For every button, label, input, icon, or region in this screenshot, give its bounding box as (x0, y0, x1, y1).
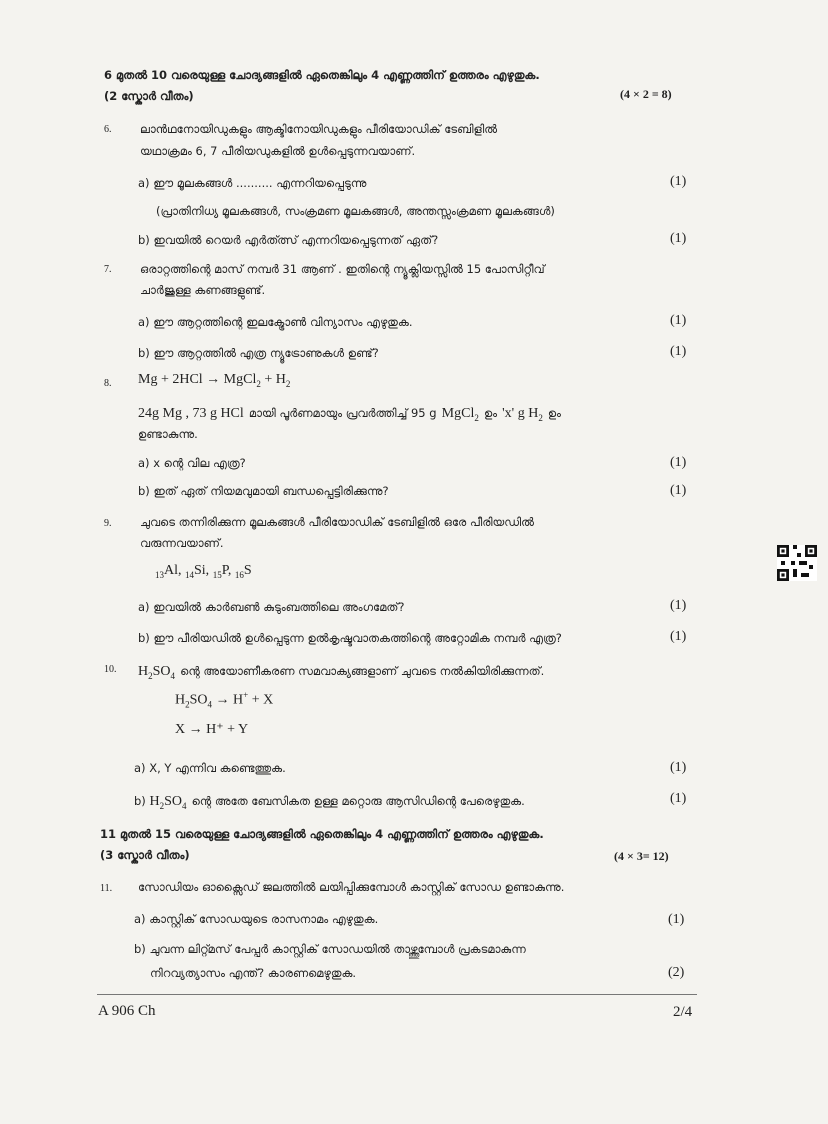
question-text: ഉണ്ടാകുന്നു. (138, 427, 198, 441)
marks: (1) (670, 174, 687, 189)
sub-question: a) ഇവയിൽ കാർബൺ കുടുംബത്തിലെ അംഗമേത്? (138, 600, 405, 614)
marks: (1) (670, 231, 687, 246)
marks: (1) (670, 455, 687, 470)
question-text: സോഡിയം ഓക്സൈഡ് ജലത്തിൽ ലയിപ്പിക്കുമ്പോൾ കാസ്റ്റിക് സോഡ ഉണ്ടാകുന്നു. (138, 880, 565, 894)
marks: (1) (670, 598, 687, 613)
section-2-instruction: 11 മുതൽ 15 വരെയുള്ള ചോദ്യങ്ങളിൽ ഏതെങ്കിലും 4 എണ്ണത്തിന് ഉത്തരം എഴുതുക. (100, 827, 544, 841)
sub-question: a) ഈ ആറ്റത്തിന്റെ ഇലക്ട്രോൺ വിന്യാസം എഴുതുക. (138, 315, 413, 329)
element-list: $_{13}$Al, $_{14}$Si, $_{15}$P, $_{16}$S (155, 563, 252, 580)
question-text: യഥാക്രമം 6, 7 പീരിയഡുകളിൽ ഉൾപ്പെടുന്നവയാണ്. (140, 144, 416, 158)
marks: (1) (670, 483, 687, 498)
question-text: ചുവടെ തന്നിരിക്കുന്ന മൂലകങ്ങൾ പീരിയോഡിക് ടേബിളിൽ ഒരേ പീരിയഡിൽ (140, 515, 534, 529)
page-number: 2/4 (673, 1004, 693, 1020)
marks: (2) (668, 965, 685, 980)
marks: (1) (670, 791, 687, 806)
sub-question: b) ചുവന്ന ലിറ്റ്മസ് പേപ്പർ കാസ്റ്റിക് സോഡയിൽ താഴ്ത്തുമ്പോൾ പ്രകടമാകുന്ന (134, 942, 526, 956)
question-number: 8. (104, 378, 112, 389)
question-number: 11. (100, 883, 113, 894)
question-number: 7. (104, 264, 112, 275)
sub-question: b) ഇവയിൽ റെയർ എർത്ത്സ് എന്നറിയപ്പെടുന്നത് ഏത്? (138, 233, 439, 247)
sub-question: a) കാസ്റ്റിക് സോഡയുടെ രാസനാമം എഴുതുക. (134, 912, 379, 926)
chemical-equation: Mg + 2HCl → MgCl$_2$ + $H_2$ (138, 372, 291, 389)
section-2-score-note: (3 സ്കോർ വീതം) (100, 848, 190, 862)
question-text: $H_2SO_4$ ന്റെ അയോണീകരണ സമവാക്യങ്ങളാണ് ചുവടെ നൽകിയിരിക്കുന്നത്. (138, 664, 545, 681)
question-text: 24g Mg , 73 g HCl മായി പൂർണമായും പ്രവർത്തിച്ച് 95 g MgCl$_2$ ഉം 'x' g $H_2$ ഉം (138, 406, 562, 423)
sub-question: b) ഈ ആറ്റത്തിൽ എത്ര ന്യൂട്രോണുകൾ ഉണ്ട്? (138, 346, 379, 360)
section-1-instruction: 6 മുതൽ 10 വരെയുള്ള ചോദ്യങ്ങളിൽ ഏതെങ്കിലും 4 എണ്ണത്തിന് ഉത്തരം എഴുതുക. (104, 68, 540, 82)
ionization-step-2: X → H⁺ + Y (175, 722, 249, 737)
question-number: 6. (104, 124, 112, 135)
sub-question: b) ഈ പീരിയഡിൽ ഉൾപ്പെടുന്ന ഉൽകൃഷ്ടവാതകത്തിന്റെ അറ്റോമിക നമ്പർ എത്ര? (138, 631, 562, 645)
ionization-step-1: $H_2SO_4 \to H^+ + X$ (175, 690, 274, 710)
question-text: ഒരാറ്റത്തിന്റെ മാസ് നമ്പർ 31 ആണ് . ഇതിന്റെ ന്യൂക്ലിയസ്സിൽ 15 പോസിറ്റീവ് (140, 262, 545, 276)
question-text: ചാർജുള്ള കണങ്ങളുണ്ട്. (140, 283, 266, 297)
marks: (1) (668, 912, 685, 927)
section-1-marks: (4 × 2 = 8) (620, 87, 672, 101)
question-number: 10. (104, 664, 117, 675)
marks: (1) (670, 344, 687, 359)
marks: (1) (670, 629, 687, 644)
sub-question: b) $H_2SO_4$ ന്റെ അതേ ബേസികത ഉള്ള മറ്റൊരു ആസിഡിന്റെ പേരെഴുതുക. (134, 794, 525, 811)
qr-code-icon (777, 545, 817, 581)
paper-code: A 906 Ch (98, 1003, 156, 1019)
question-number: 9. (104, 518, 112, 529)
question-text: വരുന്നവയാണ്. (140, 536, 224, 550)
section-1-score-note: (2 സ്കോർ വീതം) (104, 89, 194, 103)
sub-question: a) x ന്റെ വില എത്ര? (138, 456, 246, 470)
section-2-marks: (4 × 3= 12) (614, 849, 669, 863)
marks: (1) (670, 760, 687, 775)
sub-question: b) ഇത് ഏത് നിയമവുമായി ബന്ധപ്പെട്ടിരിക്കുന്നു? (138, 484, 389, 498)
question-text: ലാൻഥനോയിഡുകളും ആക്ടിനോയിഡുകളും പീരിയോഡിക് ടേബിളിൽ (140, 122, 498, 136)
sub-question: നിറവ്യത്യാസം എന്ത്? കാരണമെഴുതുക. (150, 966, 357, 980)
sub-question: a) ഈ മൂലകങ്ങൾ .......... എന്നറിയപ്പെടുന്നു (138, 176, 367, 190)
options-text: (പ്രാതിനിധ്യ മൂലകങ്ങൾ, സംക്രമണ മൂലകങ്ങൾ, അന്തസ്സംക്രമണ മൂലകങ്ങൾ) (156, 204, 555, 218)
marks: (1) (670, 313, 687, 328)
footer-divider (97, 994, 697, 995)
sub-question: a) X, Y എന്നിവ കണ്ടെത്തുക. (134, 761, 286, 775)
